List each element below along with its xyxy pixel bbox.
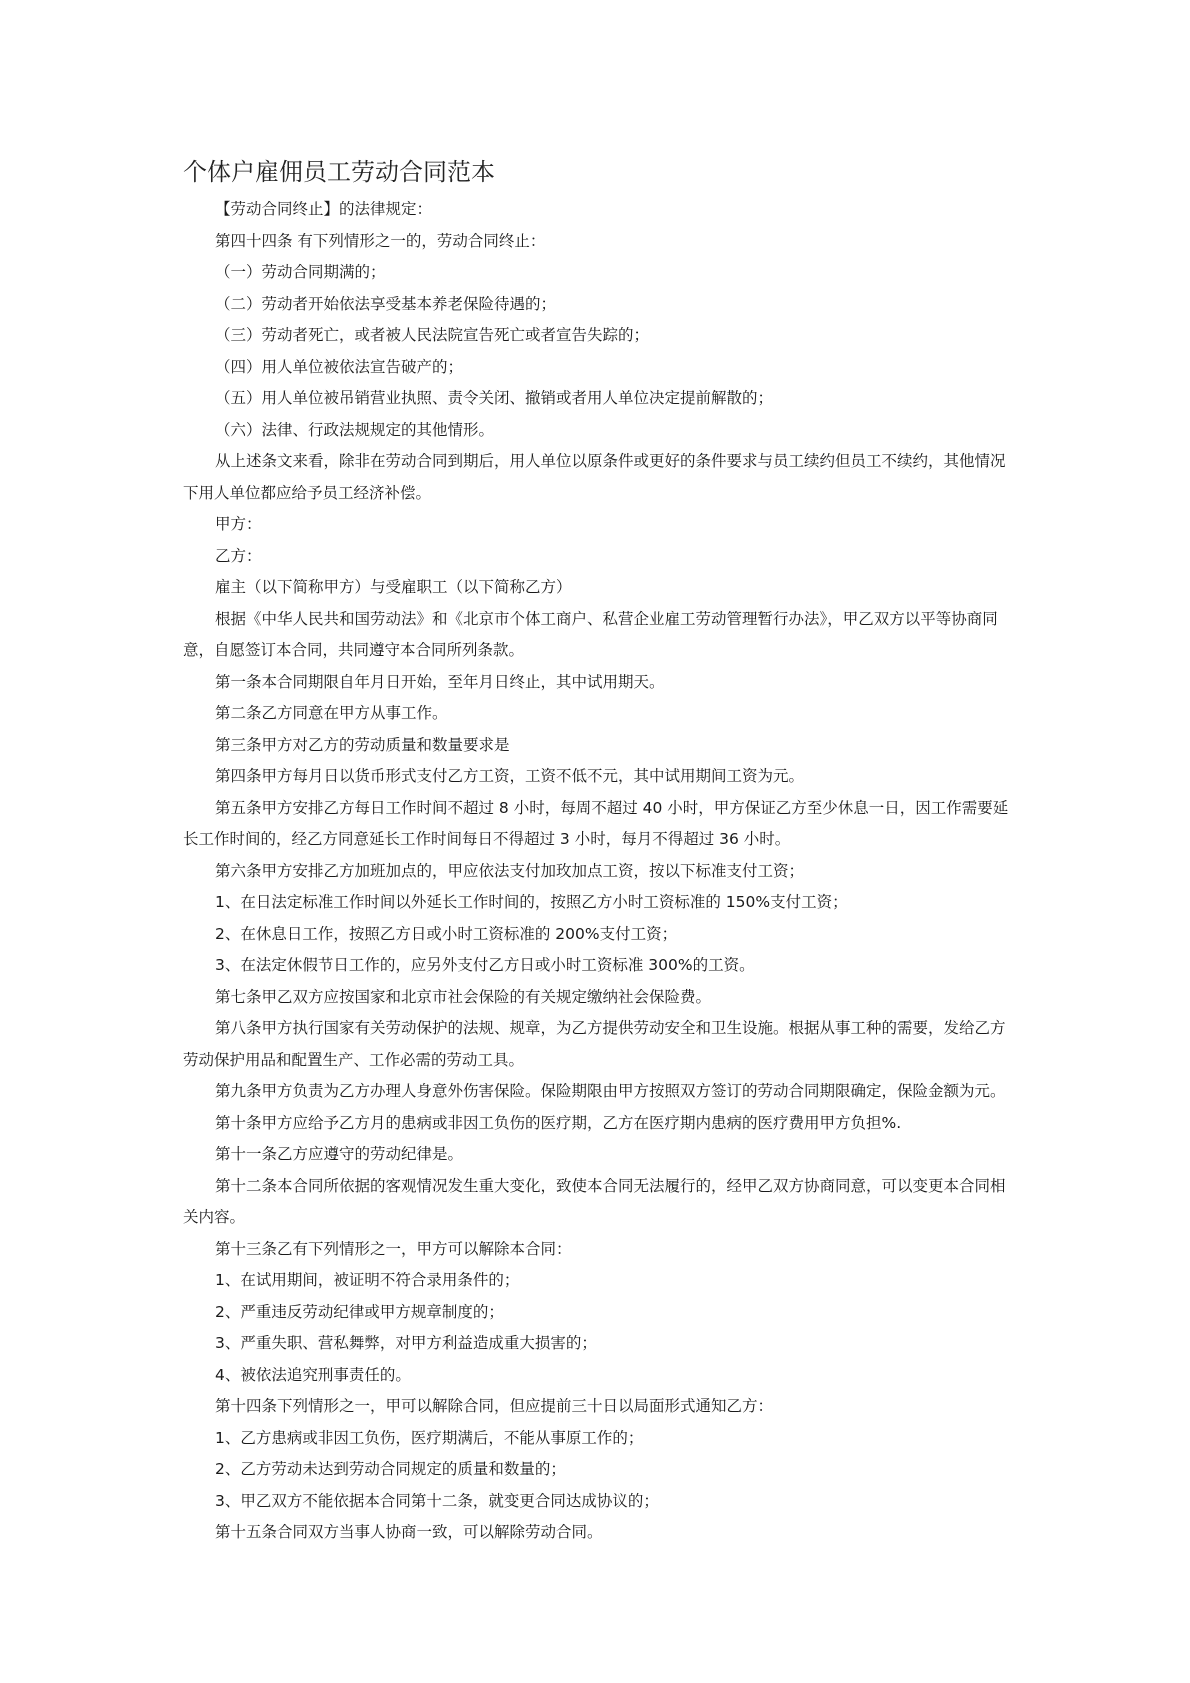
paragraph: 乙方： xyxy=(215,546,262,565)
paragraph: （五）用人单位被吊销营业执照、责令关闭、撤销或者用人单位决定提前解散的； xyxy=(215,389,774,407)
paragraph: 第一条本合同期限自年月日开始，至年月日终止，其中试用期天。 xyxy=(215,672,665,691)
paragraph: 第四十四条 有下列情形之一的，劳动合同终止： xyxy=(215,231,546,250)
paragraph: 甲方： xyxy=(215,515,262,533)
paragraph: 1、在日法定标准工作时间以外延长工作时间的，按照乙方小时工资标准的 150%支付工资； xyxy=(215,893,848,911)
paragraph: 第九条甲方负责为乙方办理人身意外伤害保险。保险期限由甲方按照双方签订的劳动合同期限确定，保险金额为元。 xyxy=(215,1082,1006,1100)
paragraph: 根据《中华人民共和国劳动法》和《北京市个体工商户、私营企业雇工劳动管理暂行办法》，甲乙双方以平等协商同意，自愿签订本合同，共同遵守本合同所列条款。 xyxy=(183,609,998,659)
paragraph: 第十条甲方应给予乙方月的患病或非因工负伤的医疗期，乙方在医疗期内患病的医疗费用甲方负担%. xyxy=(215,1113,902,1132)
paragraph: 第五条甲方安排乙方每日工作时间不超过 8 小时，每周不超过 40 小时，甲方保证乙方至少休息一日，因工作需要延长工作时间的，经乙方同意延长工作时间每日不得超过 3 小时，每月不得超过 36 小时。 xyxy=(183,798,1009,848)
paragraph: 第八条甲方执行国家有关劳动保护的法规、规章，为乙方提供劳动安全和卫生设施。根据从事工种的需要，发给乙方劳动保护用品和配置生产、工作必需的劳动工具。 xyxy=(183,1019,1006,1069)
paragraph: （六）法律、行政法规规定的其他情形。 xyxy=(215,420,495,439)
paragraph: 第十三条乙有下列情形之一，甲方可以解除本合同： xyxy=(215,1239,572,1258)
paragraph: （二）劳动者开始依法享受基本养老保险待遇的； xyxy=(215,294,557,313)
paragraph: 第十五条合同双方当事人协商一致，可以解除劳动合同。 xyxy=(215,1523,603,1541)
paragraph: 第四条甲方每月日以货币形式支付乙方工资，工资不低不元，其中试用期间工资为元。 xyxy=(215,767,805,785)
paragraph: 2、在休息日工作，按照乙方日或小时工资标准的 200%支付工资； xyxy=(215,924,678,943)
document-body xyxy=(183,194,1013,1549)
paragraph: 雇主（以下简称甲方）与受雇职工（以下简称乙方） xyxy=(215,578,572,596)
paragraph: 第十四条下列情形之一，甲可以解除合同，但应提前三十日以局面形式通知乙方： xyxy=(215,1397,774,1415)
paragraph: 第十一条乙方应遵守的劳动纪律是。 xyxy=(215,1145,464,1163)
paragraph: 3、甲乙双方不能依据本合同第十二条，就变更合同达成协议的； xyxy=(215,1491,659,1510)
paragraph: 【劳动合同终止】的法律规定： xyxy=(215,200,433,218)
paragraph: 第六条甲方安排乙方加班加点的，甲应依法支付加玫加点工资，按以下标准支付工资； xyxy=(215,861,805,880)
paragraph: 3、在法定休假节日工作的，应另外支付乙方日或小时工资标准 300%的工资。 xyxy=(215,956,755,974)
paragraph: （三）劳动者死亡，或者被人民法院宣告死亡或者宣告失踪的； xyxy=(215,326,650,344)
paragraph: 4、被依法追究刑事责任的。 xyxy=(215,1365,411,1384)
paragraph: （四）用人单位被依法宣告破产的； xyxy=(215,357,464,376)
paragraph: 2、严重违反劳动纪律或甲方规章制度的； xyxy=(215,1302,504,1321)
paragraph: 1、乙方患病或非因工负伤，医疗期满后，不能从事原工作的； xyxy=(215,1428,644,1447)
paragraph: 第三条甲方对乙方的劳动质量和数量要求是 xyxy=(215,735,510,754)
paragraph: 第十二条本合同所依据的客观情况发生重大变化，致使本合同无法履行的，经甲乙双方协商同意，可以变更本合同相关内容。 xyxy=(183,1176,1006,1226)
paragraph: 1、在试用期间，被证明不符合录用条件的； xyxy=(215,1271,520,1289)
paragraph: 第七条甲乙双方应按国家和北京市社会保险的有关规定缴纳社会保险费。 xyxy=(215,987,712,1006)
paragraph: （一）劳动合同期满的； xyxy=(215,263,386,281)
paragraph: 第二条乙方同意在甲方从事工作。 xyxy=(215,704,448,722)
paragraph: 2、乙方劳动未达到劳动合同规定的质量和数量的； xyxy=(215,1460,566,1478)
paragraph: 3、严重失职、营私舞弊，对甲方利益造成重大损害的； xyxy=(215,1334,597,1352)
document-title: 个体户雇佣员工劳动合同范本 xyxy=(183,158,495,186)
paragraph: 从上述条文来看，除非在劳动合同到期后，用人单位以原条件或更好的条件要求与员工续约但员工不续约，其他情况下用人单位都应给予员工经济补偿。 xyxy=(183,452,1006,502)
